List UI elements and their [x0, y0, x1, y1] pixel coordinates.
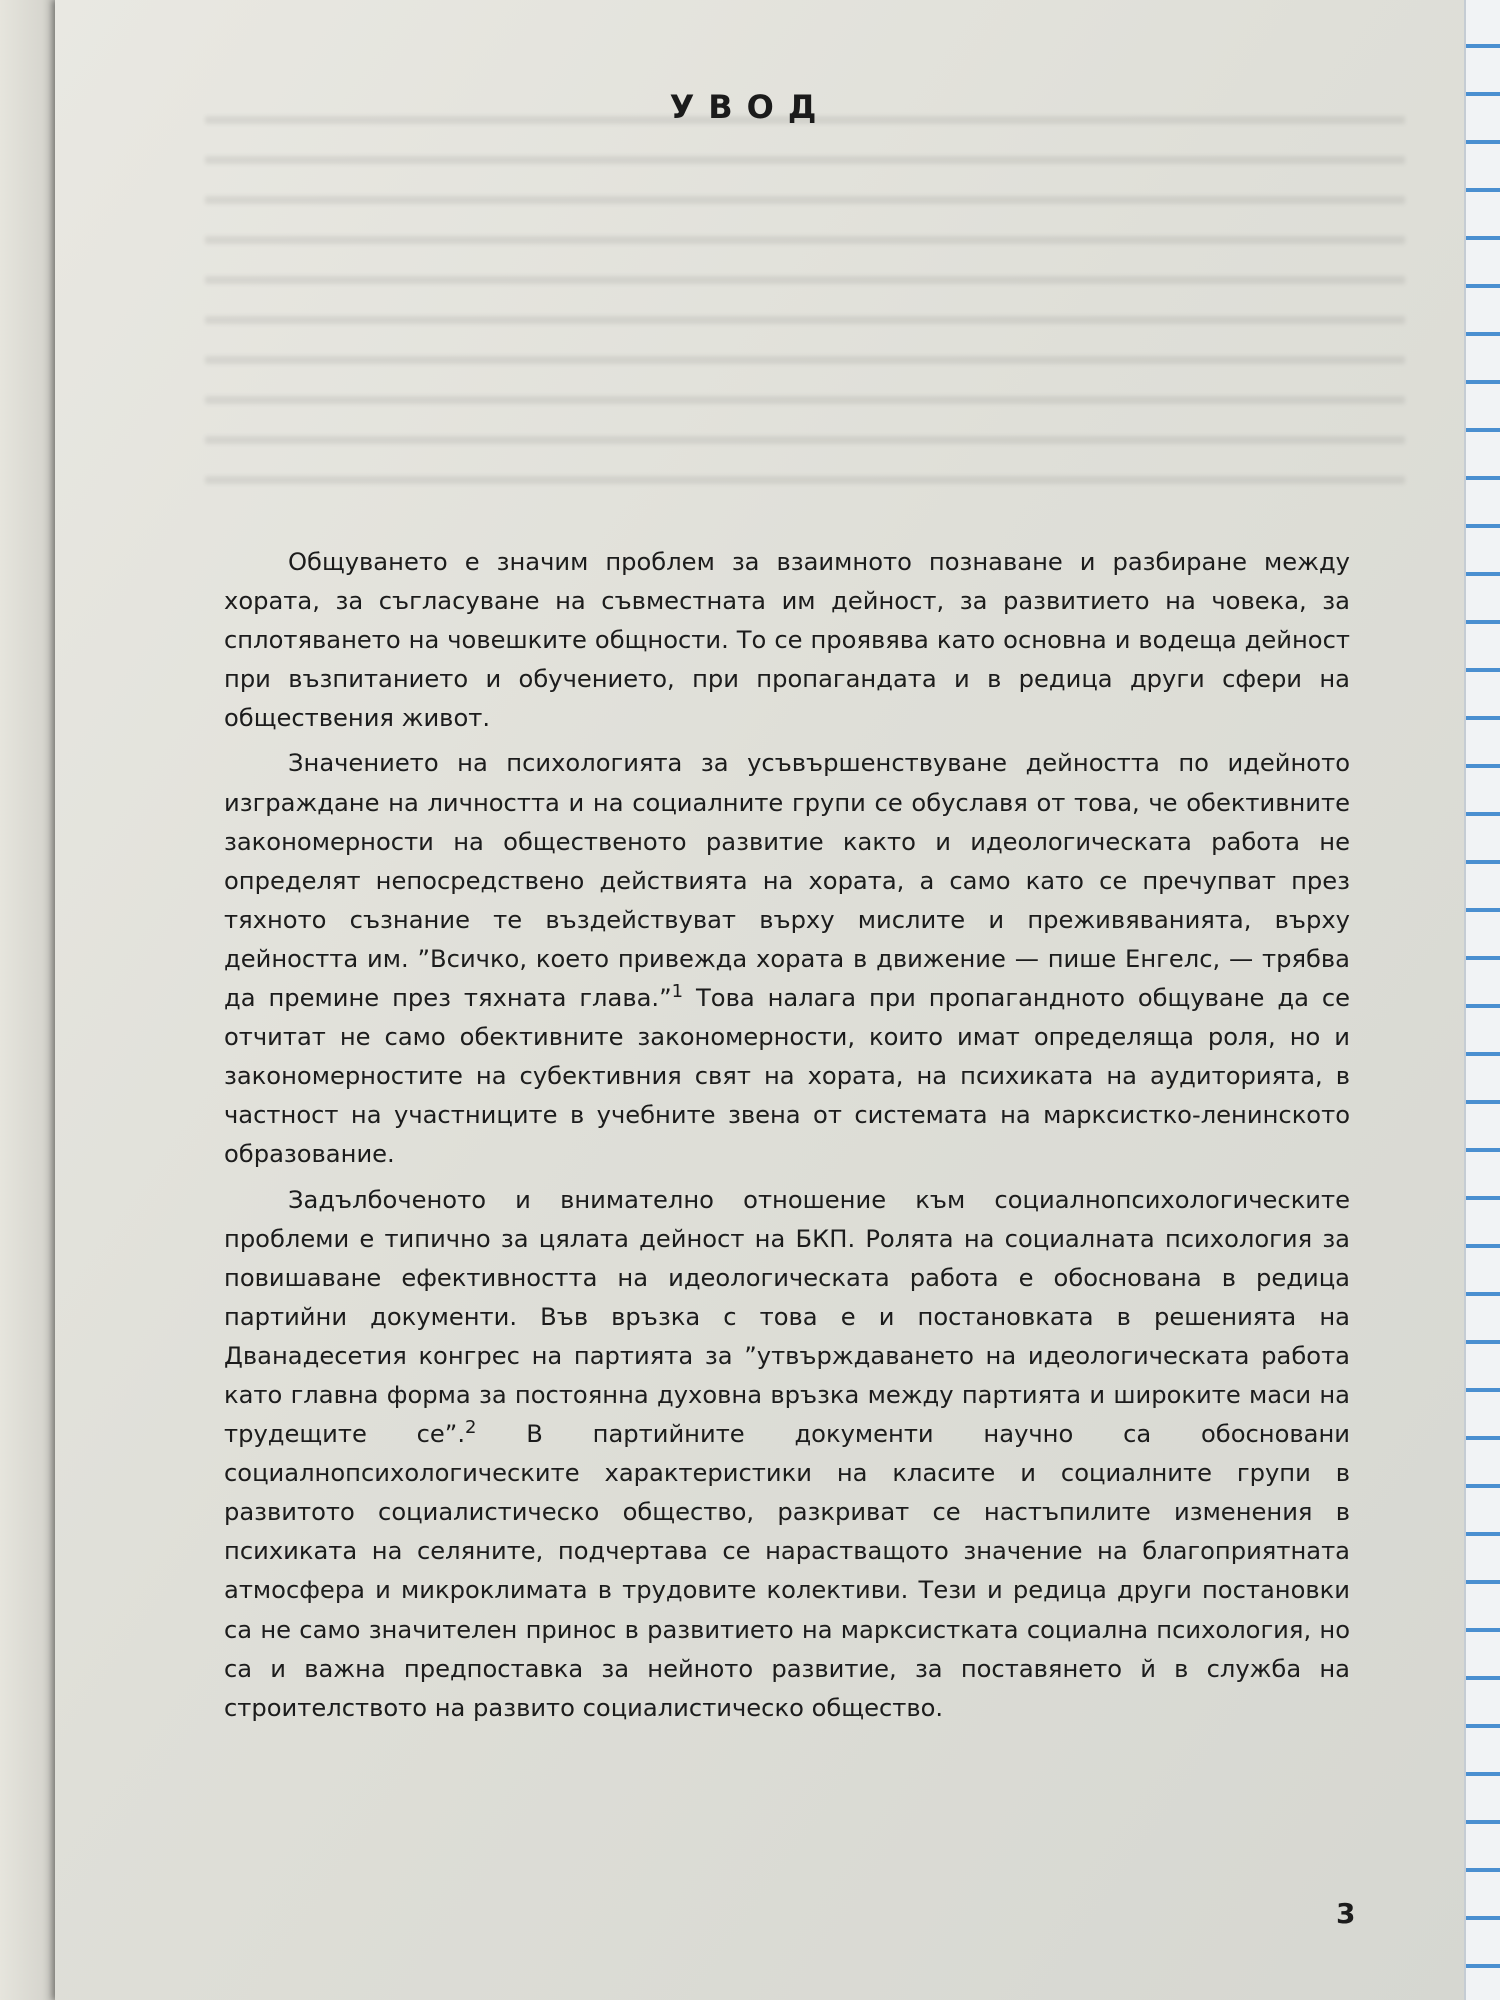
show-through-text — [205, 90, 1405, 490]
paragraph-1 — [224, 543, 1350, 738]
paragraph-2 — [224, 744, 1350, 1174]
paragraph-3-text-a: Задълбоченото и внимателно отношение към социалнопсихологическите проблеми е типично за цялата дейност на БКП. Ролята на социалната психология за повишаване ефективността на идеологическата работа е обоснована в редица партийни документи. Във връзка с това е и постановката в решенията на Дванадесетия конгрес на партията за ”утвърждаването на идеологическата работа като главна форма за постоянна духовна връзка между партията и широките маси на трудещите се”. — [224, 1185, 1350, 1449]
footnote-2: 2 — [465, 1417, 477, 1438]
footnote-1: 1 — [671, 980, 684, 1002]
notebook-edge — [1464, 0, 1500, 2000]
paragraph-2-text-b: Това налага при пропагандното общуване да се отчитат не само обективните закономерности, които имат определяща роля, но и закономерностите на субективния свят на хората, на психиката на аудиторията, в частност на участниците в учебните звена от системата на марксистко-ленинското образование. — [224, 984, 1350, 1169]
paragraph-2-text-a: Значението на психологията за усъвършенствуване дейността по идейното изграждане на личността и на социалните групи се обуславя от това, че обективните закономерности на общественото развитие както и идеологическата работа не определят непосредствено действията на хората, а само като се пречупват през тяхното съзнание те въздействуват върху мислите и преживяванията, върху дейността им. ”Всичко, което привежда хората в движение — пише Енгелс, — трябва да премине през тяхната глава.” — [224, 749, 1350, 1013]
page-number: 3 — [1336, 1897, 1356, 1930]
paragraph-3-text-b: В партийните документи научно са обосновани социалнопсихологическите характеристики на класите и социалните групи в развитото социалистическо общество, разкриват се настъпилите изменения в психиката на селяните, подчертава се нарастващото значение на благоприятната атмосфера и микроклимата в трудовите колективи. Тези и редица други постановки са не само значителен принос в развитието на марксистката социална психология, но са и важна предпоставка за нейното развитие, за поставянето й в служба на строителството на развито социалистическо общество. — [224, 1420, 1351, 1722]
paragraph-1-text: Общуването е значим проблем за взаимното познаване и разбиране между хората, за съгласуване на съвместната им дейност, за развитието на човека, за сплотяването на човешките общности. То се проявява като основна и водеща дейност при възпитанието и обучението, при пропагандата и в редица други сфери на обществения живот. — [224, 548, 1350, 733]
page-title: УВОД — [669, 88, 831, 126]
paragraph-3 — [224, 1181, 1350, 1728]
body-text — [224, 543, 1350, 1728]
book-spine-edge — [0, 0, 60, 2000]
